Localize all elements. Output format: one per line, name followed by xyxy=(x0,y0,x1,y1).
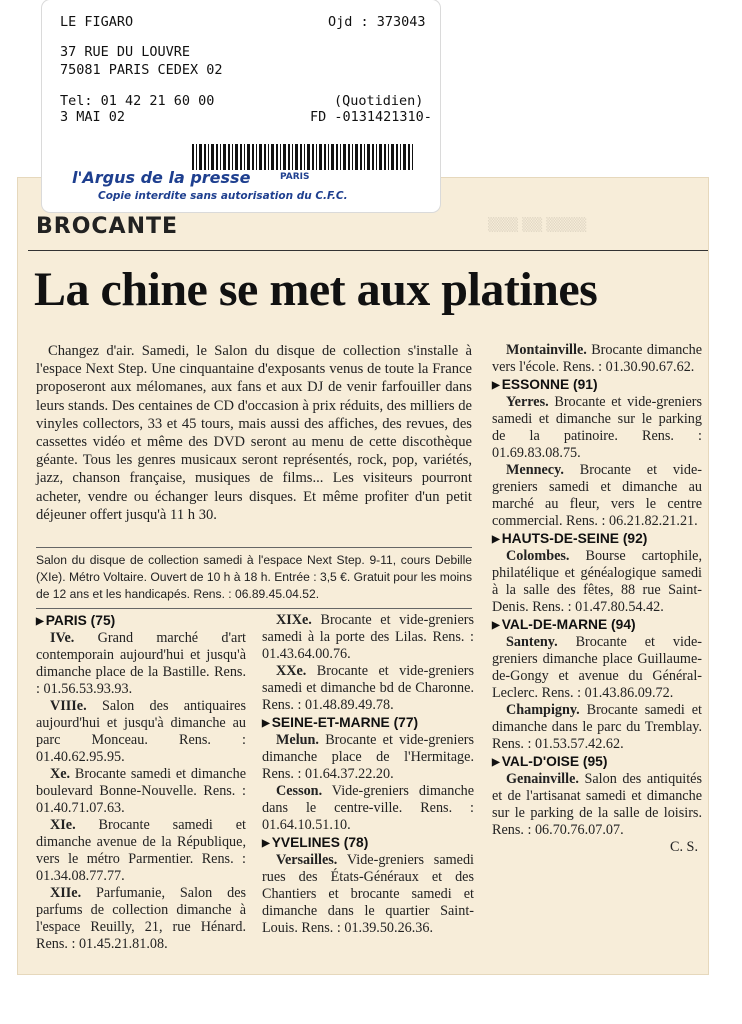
entry-name: Santeny. xyxy=(506,634,558,650)
list-item xyxy=(262,612,474,663)
list-item xyxy=(262,783,474,834)
list-item xyxy=(262,663,474,714)
press-clipping-label xyxy=(42,0,440,212)
section-header-yvelines xyxy=(262,834,474,852)
list-item xyxy=(492,702,702,753)
entry-name: IVe. xyxy=(50,630,75,646)
entry-name: Colombes. xyxy=(506,548,570,564)
section-header-seine-et-marne xyxy=(262,714,474,732)
arrow-icon: ▶ xyxy=(492,534,500,545)
section-label: VAL-D'OISE (95) xyxy=(501,754,608,769)
entry-text: Brocante et vide-greniers samedi à la porte des Lilas. Rens. : 01.43.64.00.76. xyxy=(262,612,475,662)
section-label: YVELINES (78) xyxy=(271,835,369,850)
list-item xyxy=(492,771,702,839)
event-info-box: Salon du disque de collection samedi à l'espace Next Step. 9-11, cours Debille (XIe). Métro Voltaire. Ouvert de 10 h à 18 h. Entrée : 3,5 €. Gratuit pour les moins de 12 ans et les handicapés. Rens. : 06.89.45.04.52. xyxy=(36,547,472,609)
arrow-icon: ▶ xyxy=(36,616,44,627)
arrow-icon: ▶ xyxy=(262,718,270,729)
entry-text: Grand marché d'art contemporain aujourd'hui et jusqu'à dimanche place de la Bastille. Rens. : 01.56.53.93.93. xyxy=(36,630,246,697)
list-item xyxy=(492,462,702,530)
list-item xyxy=(36,698,246,766)
entry-text: Brocante dimanche vers l'école. Rens. : 01.30.90.67.62. xyxy=(492,342,702,375)
list-item xyxy=(492,394,702,462)
frequency: (Quotidien) xyxy=(334,93,424,109)
listing-column-1 xyxy=(36,612,246,953)
entry-name: Xe. xyxy=(50,766,71,782)
section-header-paris xyxy=(36,612,246,630)
list-item xyxy=(36,885,246,953)
entry-text: Brocante et vide-greniers samedi et dimanche au marché au fleur, vers le centre commercial. Rens. : 06.21.82.21.21. xyxy=(492,462,702,529)
arrow-icon: ▶ xyxy=(492,380,500,391)
entry-text: Brocante et vide-greniers samedi et dimanche sur le parking de la patinoire. Rens. : 01.69.83.08.75. xyxy=(492,394,703,461)
lead-paragraph: Changez d'air. Samedi, le Salon du disque de collection s'installe à l'espace Next Step. Une cinquantaine d'exposants venus de toute la France proposeront aux mélomanes, aux fans et aux DJ de venir farfouiller dans leurs stands. Des centaines de CD d'occasion à prix réduits, des milliers de vinyles collectors, 33 et 45 tours, mais aussi des affiches, des revues, des cassettes vidéo et même des DVD seront au menu de cette discothèque géante. Tous les genres musicaux seront représentés, rock, pop, variétés, jazz, chanson française, musiques de films... Les visiteurs pourront acheter, vendre ou échanger leurs disques. Et même profiter d'un petit déjeuner offert jusqu'à 11 h 30. xyxy=(36,343,472,523)
entry-text: Salon des antiquaires aujourd'hui et jusqu'à dimanche au parc Monceau. Rens. : 01.40.62.95.95. xyxy=(36,698,246,765)
entry-text: Brocante et vide-greniers samedi et dimanche bd de Charonne. Rens. : 01.48.89.49.78. xyxy=(262,663,474,713)
telephone: Tel: 01 42 21 60 00 xyxy=(60,93,215,109)
entry-name: VIIIe. xyxy=(50,698,87,714)
entry-name: Champigny. xyxy=(506,702,580,718)
entry-text: Brocante et vide-greniers dimanche place de l'Hermitage. Rens. : 01.64.37.22.20. xyxy=(262,732,474,782)
entry-text: Brocante samedi et dimanche avenue de la République, vers le métro Parmentier. Rens. : 01.34.08.77.77. xyxy=(36,817,247,884)
entry-name: Montainville. xyxy=(506,342,587,358)
arrow-icon: ▶ xyxy=(492,757,500,768)
section-label: PARIS (75) xyxy=(45,613,116,628)
entry-text: Bourse cartophile, philatélique et généalogique samedi à la salle des fêtes, 88 rue Saint-Denis. Rens. : 01.47.80.54.42. xyxy=(492,548,703,615)
section-label: ESSONNE (91) xyxy=(501,377,598,392)
logo-city: PARIS xyxy=(280,172,310,182)
listing-column-2 xyxy=(262,612,474,937)
list-item xyxy=(262,732,474,783)
list-item xyxy=(492,634,702,702)
entry-name: XIe. xyxy=(50,817,76,833)
entry-name: XIXe. xyxy=(276,612,312,628)
list-item xyxy=(36,630,246,698)
issue-date: 3 MAI 02 xyxy=(60,109,126,125)
list-item xyxy=(492,548,702,616)
copy-notice: Copie interdite sans autorisation du C.F.C. xyxy=(98,190,348,202)
entry-name: XXe. xyxy=(276,663,307,679)
list-item xyxy=(262,852,474,937)
listing-column-3 xyxy=(492,342,702,856)
entry-text: Brocante samedi et dimanche boulevard Bonne-Nouvelle. Rens. : 01.40.71.07.63. xyxy=(36,766,246,816)
arrow-icon: ▶ xyxy=(492,620,500,631)
entry-text: Parfumanie, Salon des parfums de collection dimanche à l'espace Reuilly, 21, rue Hénard. Rens. : 01.45.21.81.08. xyxy=(36,885,247,952)
list-item xyxy=(492,342,702,376)
barcode xyxy=(192,144,414,170)
entry-name: Yerres. xyxy=(506,394,549,410)
bleed-through-texture: ▒▒▒ ▒▒ ▒▒▒▒ xyxy=(488,218,587,233)
reference-number: FD -0131421310- xyxy=(310,109,432,125)
section-header-hauts-de-seine xyxy=(492,530,702,548)
list-item xyxy=(36,817,246,885)
section-label: SEINE-ET-MARNE (77) xyxy=(271,715,419,730)
entry-text: Vide-greniers samedi rues des États-Généraux et des Chantiers et brocante samedi et dimanche dans le quartier Saint-Louis. Rens. : 01.39.50.26.36. xyxy=(262,852,474,936)
section-header-essonne xyxy=(492,376,702,394)
entry-name: Genainville. xyxy=(506,771,579,787)
entry-text: Brocante samedi et dimanche dans le parc du Tremblay. Rens. : 01.53.57.42.62. xyxy=(492,702,702,752)
entry-text: Salon des antiquités et de l'artisanat samedi et dimanche sur le parking de la salle de loisirs. Rens. : 06.70.76.07.07. xyxy=(492,771,702,838)
section-rubrique: BROCANTE xyxy=(36,214,179,239)
entry-name: Mennecy. xyxy=(506,462,564,478)
entry-text: Vide-greniers dimanche dans le centre-ville. Rens. : 01.64.10.51.10. xyxy=(262,783,475,833)
headline: La chine se met aux platines xyxy=(34,263,598,316)
rubrique-rule xyxy=(28,250,708,251)
author-signature: C. S. xyxy=(670,839,698,855)
paper-name: LE FIGARO xyxy=(60,14,134,30)
arrow-icon: ▶ xyxy=(262,838,270,849)
entry-name: Melun. xyxy=(276,732,319,748)
section-label: VAL-DE-MARNE (94) xyxy=(501,617,636,632)
section-header-val-d-oise xyxy=(492,753,702,771)
ojd-number: Ojd : 373043 xyxy=(328,14,426,30)
entry-name: XIIe. xyxy=(50,885,82,901)
list-item xyxy=(36,766,246,817)
entry-name: Versailles. xyxy=(276,852,338,868)
section-header-val-de-marne xyxy=(492,616,702,634)
address-line1: 37 RUE DU LOUVRE xyxy=(60,44,191,60)
entry-text: Brocante et vide-greniers dimanche place Guillaume-de-Gongy et avenue du Général-Leclerc. Rens. : 01.43.86.09.72. xyxy=(492,634,702,701)
argus-logo: l'Argus de la presse xyxy=(72,168,251,187)
section-label: HAUTS-DE-SEINE (92) xyxy=(501,531,648,546)
entry-name: Cesson. xyxy=(276,783,323,799)
address-line2: 75081 PARIS CEDEX 02 xyxy=(60,62,223,78)
